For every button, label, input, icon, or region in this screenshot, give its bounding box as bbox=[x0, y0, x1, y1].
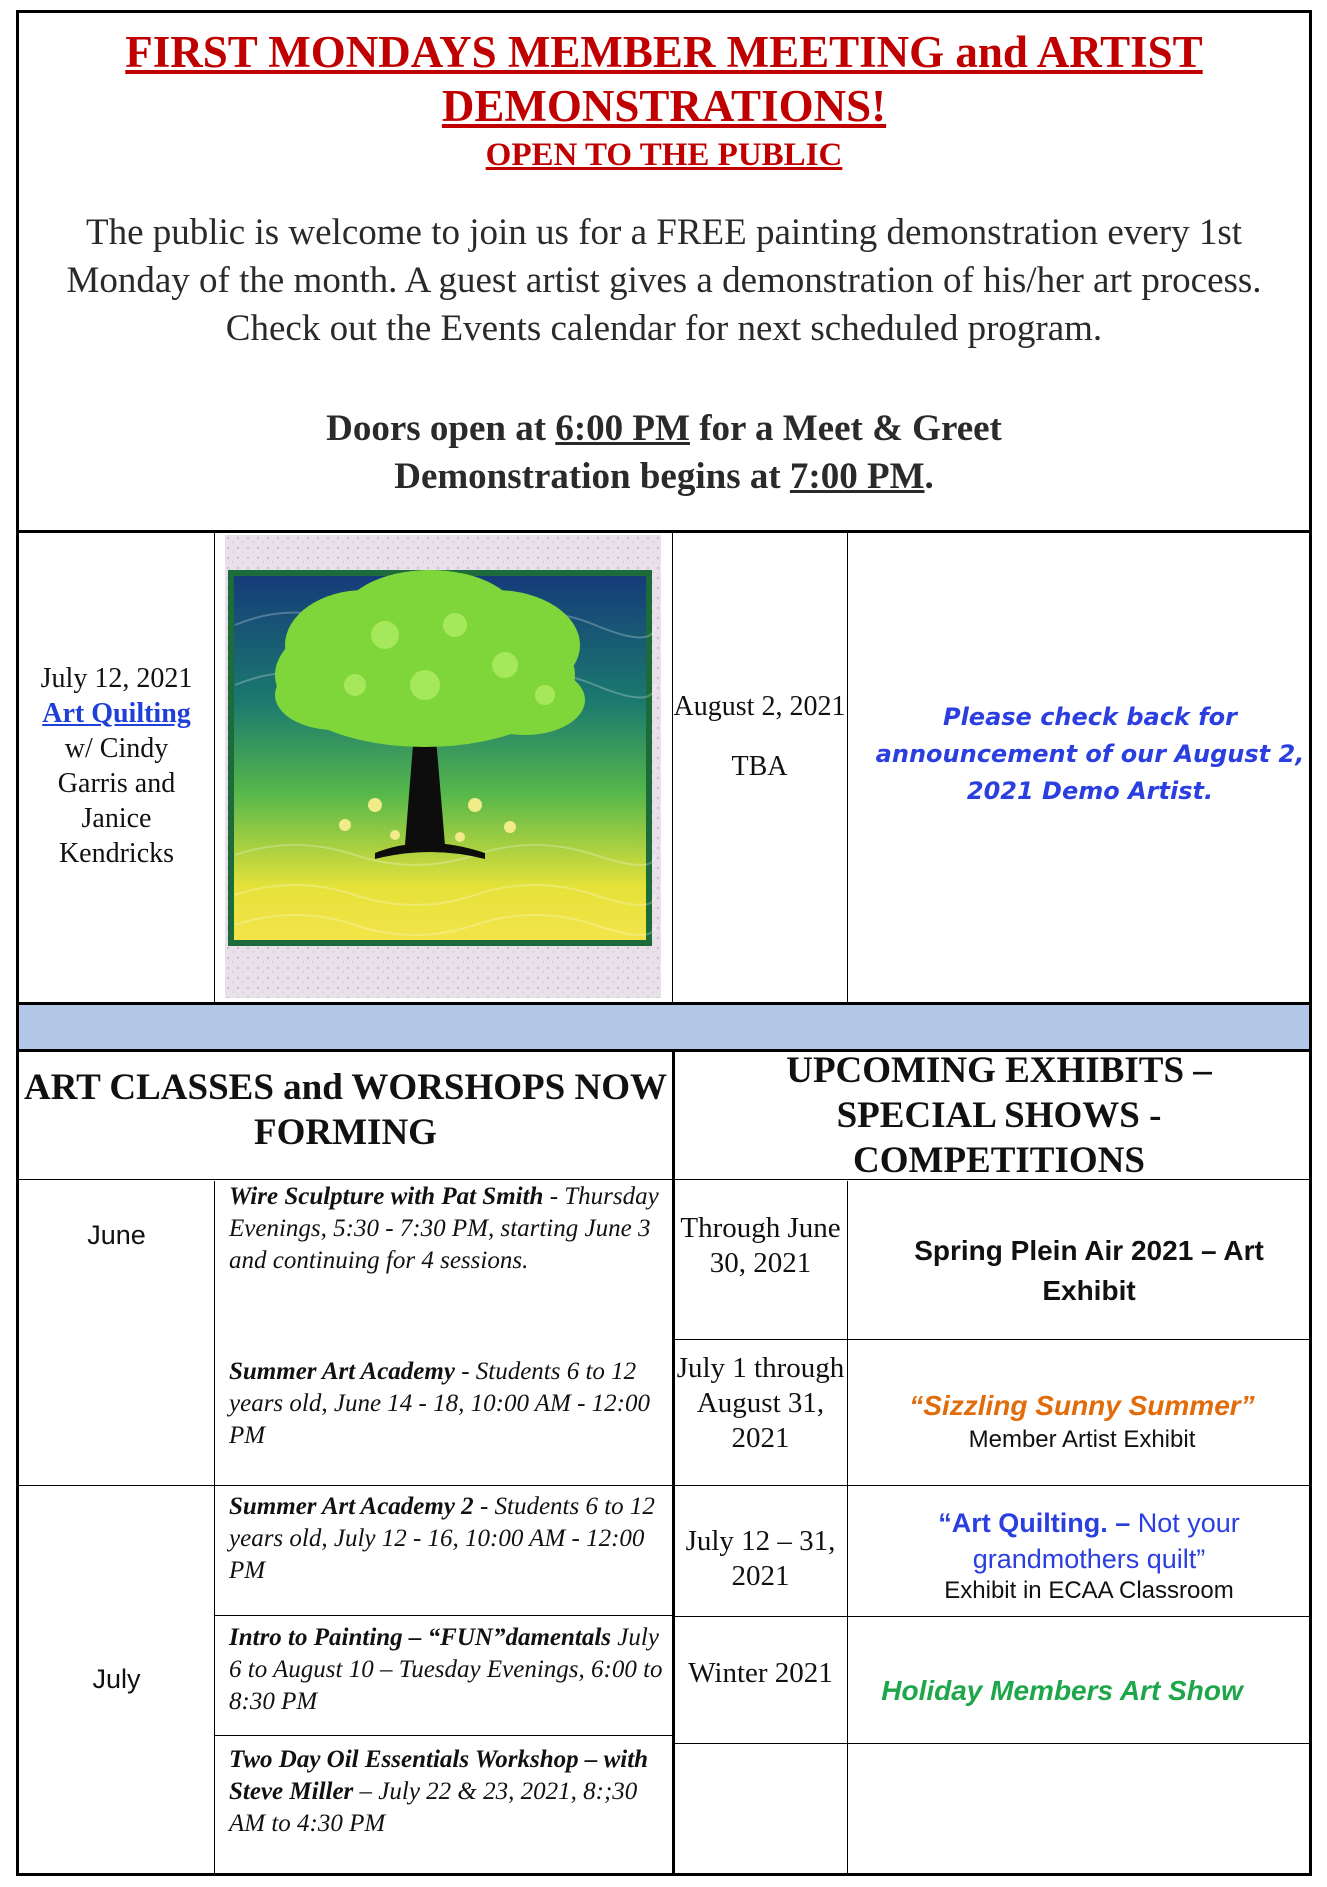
class-item bbox=[229, 1491, 664, 1587]
doors-prefix: Doors open at bbox=[326, 408, 556, 449]
divider bbox=[672, 1052, 675, 1876]
demo-2-info bbox=[672, 689, 847, 784]
demo-1-artists: w/ Cindy Garris and Janice Kendricks bbox=[57, 733, 176, 869]
public-notice: OPEN TO THE PUBLIC bbox=[485, 137, 843, 173]
demo-1-date: July 12, 2021 bbox=[40, 663, 193, 694]
demo-time: 7:00 PM bbox=[789, 456, 925, 497]
month-july: July bbox=[92, 1664, 141, 1694]
class-title: Summer Art Academy bbox=[229, 1358, 455, 1385]
exhibit-date: Winter 2021 bbox=[688, 1657, 833, 1689]
classes-heading: ART CLASSES and WORSHOPS NOW FORMING bbox=[24, 1067, 667, 1153]
exhibit-title: “Sizzling Sunny Summer” bbox=[909, 1390, 1255, 1421]
class-details: Thursday Evenings, 5:30 - 7:30 PM, starting June 3 and continuing for 4 sessions. bbox=[229, 1183, 659, 1274]
doors-time: 6:00 PM bbox=[555, 408, 690, 449]
class-title: Summer Art Academy 2 bbox=[229, 1493, 474, 1520]
exhibit-title: Holiday Members Art Show bbox=[881, 1675, 1243, 1706]
class-title: Two Day Oil Essentials Workshop – with Steve Miller bbox=[229, 1746, 649, 1805]
divider bbox=[847, 1181, 848, 1876]
class-details: July 22 & 23, 2021, 8:;30 AM to 4:30 PM bbox=[229, 1778, 638, 1837]
schedule-info bbox=[19, 405, 1309, 501]
month-june: June bbox=[87, 1220, 146, 1250]
exhibit-title: Spring Plein Air 2021 – Art Exhibit bbox=[914, 1235, 1264, 1306]
art-quilting-link[interactable]: Art Quilting bbox=[42, 698, 191, 729]
class-sep: - bbox=[473, 1493, 495, 1520]
class-title: Wire Sculpture with Pat Smith bbox=[229, 1183, 544, 1210]
demo-2-status: TBA bbox=[731, 751, 788, 782]
flyer bbox=[16, 10, 1312, 1876]
class-details: Students 6 to 12 years old, July 12 - 16, 10:00 AM - 12:00 PM bbox=[229, 1493, 655, 1584]
demo-suffix: . bbox=[924, 456, 934, 497]
class-sep: – bbox=[353, 1778, 379, 1805]
divider bbox=[674, 1743, 1309, 1744]
divider bbox=[19, 1485, 674, 1486]
exhibit-date: July 1 through August 31, 2021 bbox=[676, 1352, 845, 1454]
exhibit-subtitle: Exhibit in ECAA Classroom bbox=[944, 1577, 1234, 1604]
class-details: July 6 to August 10 – Tuesday Evenings, 6:00 to 8:30 PM bbox=[229, 1624, 663, 1715]
demo-2-note: Please check back for announcement of our August 2, 2021 Demo Artist. bbox=[875, 703, 1305, 805]
spacer bbox=[672, 724, 847, 749]
class-title: Intro to Painting – “FUN”damentals bbox=[229, 1624, 612, 1651]
class-item bbox=[229, 1356, 664, 1452]
divider bbox=[214, 1181, 215, 1876]
class-item bbox=[229, 1744, 664, 1840]
doors-suffix: for a Meet & Greet bbox=[689, 408, 1002, 449]
class-details: Students 6 to 12 years old, June 14 - 18, 10:00 AM - 12:00 PM bbox=[229, 1358, 650, 1449]
divider bbox=[674, 1616, 1309, 1617]
page-title: FIRST MONDAYS MEMBER MEETING and ARTIST DEMONSTRATIONS! bbox=[125, 27, 1203, 131]
exhibits-heading: UPCOMING EXHIBITS – SPECIAL SHOWS - COMPETITIONS bbox=[786, 1050, 1212, 1181]
demo-1-info bbox=[19, 661, 214, 871]
doors-line bbox=[19, 405, 1309, 453]
divider bbox=[847, 533, 848, 1005]
demo-line bbox=[19, 453, 1309, 501]
exhibit-title-bold: “Art Quilting. – bbox=[938, 1508, 1131, 1538]
divider bbox=[674, 1339, 1309, 1340]
demo-2-date: August 2, 2021 bbox=[673, 691, 846, 722]
divider bbox=[19, 530, 1309, 533]
exhibit-title-rest: Not your grandmothers quilt” bbox=[972, 1508, 1240, 1574]
art-quilt-image bbox=[225, 535, 661, 998]
divider bbox=[215, 1735, 674, 1736]
divider bbox=[215, 1615, 674, 1616]
class-sep: - bbox=[543, 1183, 565, 1210]
exhibit-art-quilting bbox=[899, 1505, 1279, 1605]
exhibit-subtitle: Member Artist Exhibit bbox=[968, 1426, 1196, 1453]
class-item bbox=[229, 1181, 664, 1277]
tree-quilt-icon bbox=[225, 535, 661, 998]
exhibit-title bbox=[899, 1505, 1279, 1577]
exhibit-date: Through June 30, 2021 bbox=[680, 1212, 841, 1279]
demo-prefix: Demonstration begins at bbox=[394, 456, 790, 497]
divider bbox=[214, 533, 215, 1005]
section-separator-band bbox=[19, 1005, 1309, 1051]
class-sep: - bbox=[454, 1358, 476, 1385]
divider bbox=[674, 1485, 1309, 1486]
exhibit-sizzling bbox=[849, 1390, 1315, 1454]
class-item bbox=[229, 1622, 674, 1718]
intro-paragraph: The public is welcome to join us for a FREE painting demonstration every 1st Monday of the month. A guest artist gives a demonstration of his/her art process. Check out the Events calendar for next scheduled program. bbox=[66, 212, 1262, 349]
exhibit-date: July 12 – 31, 2021 bbox=[685, 1525, 836, 1592]
